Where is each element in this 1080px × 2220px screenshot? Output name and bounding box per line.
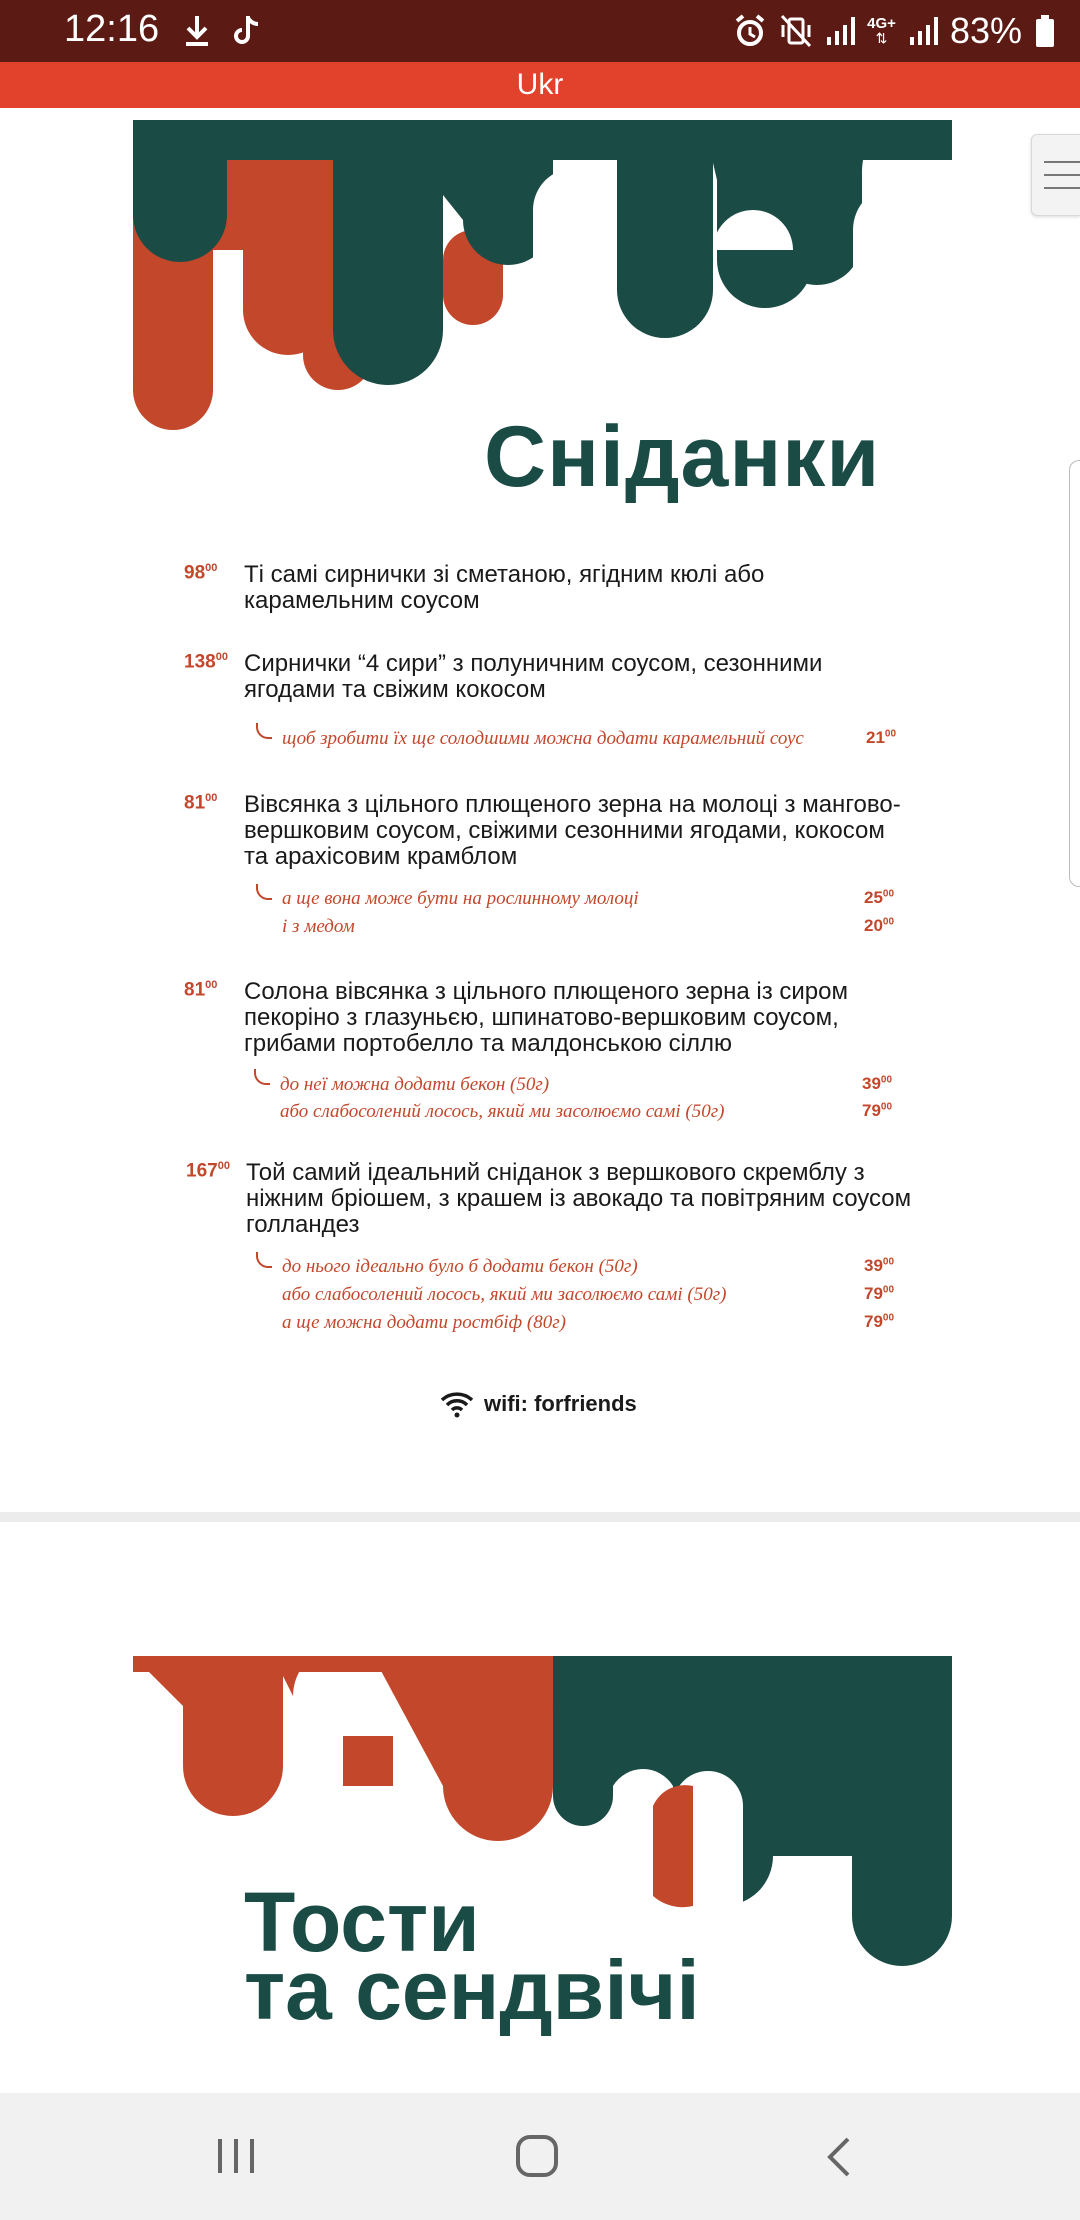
wifi-text: wifi: forfriends (484, 1391, 637, 1416)
addon-price-cents: 00 (882, 916, 895, 928)
addon-hook-icon (256, 884, 272, 900)
back-icon[interactable] (822, 2135, 858, 2179)
item-name: Вівсянка з цільного плющеного зерна на молоці з мангово-вершковим соусом, свіжими сезонними ягодами, кокосом та арахісовим крамблом (244, 791, 901, 870)
menu-line (1044, 187, 1080, 189)
addon-price (862, 1074, 892, 1094)
price-value: 138 (184, 651, 216, 673)
item-name: Ті самі сирнички зі сметаною, ягідним кюлі або карамельним соусом (244, 561, 765, 614)
side-panel-handle[interactable] (1069, 460, 1080, 887)
addon-price-value: 79 (862, 1101, 881, 1120)
status-bar (0, 0, 1080, 62)
price-value: 81 (184, 979, 206, 1001)
price-value: 81 (184, 792, 206, 814)
addon-text: або слабосолений лосось, який ми засолюємо самі (50г) (282, 1284, 727, 1305)
addon-price-value: 25 (864, 888, 883, 907)
language-selector[interactable] (0, 62, 1080, 108)
addon-hook-icon (254, 1069, 270, 1085)
alarm-icon (733, 13, 767, 49)
addon-text: або слабосолений лосось, який ми засолюємо самі (50г) (280, 1101, 725, 1122)
download-icon (180, 12, 214, 48)
drip-graphic-top (133, 120, 952, 432)
hamburger-menu-button[interactable] (1031, 134, 1080, 216)
addon-price-value: 21 (866, 728, 885, 747)
wifi-info (440, 1390, 637, 1418)
addon-price (864, 916, 894, 936)
addon-price-value: 79 (864, 1312, 883, 1331)
addon-price-cents: 00 (880, 1101, 893, 1113)
addon-price-cents: 00 (882, 1284, 895, 1296)
price-cents: 00 (215, 651, 228, 663)
price-cents: 00 (217, 1160, 230, 1172)
item-price (184, 562, 217, 584)
addon-price (866, 728, 896, 748)
addon-price-value: 79 (864, 1284, 883, 1303)
section-title-line: Тости (244, 1875, 480, 1969)
navigation-bar (0, 2093, 1080, 2220)
menu-line (1044, 161, 1080, 163)
price-value: 167 (186, 1160, 218, 1182)
addon-price-value: 39 (864, 1256, 883, 1275)
addon-price (862, 1101, 892, 1121)
addon-price-cents: 00 (882, 888, 895, 900)
addon-text: до неї можна додати бекон (50г) (280, 1074, 550, 1095)
battery-percentage: 83% (949, 10, 1022, 51)
item-price (184, 979, 217, 1001)
addon-text: щоб зробити їх ще солодшими можна додати карамельний соус (282, 728, 804, 749)
addon-price (864, 888, 894, 908)
item-price (184, 792, 217, 814)
status-right-icons (733, 10, 1056, 52)
addon-text: і з медом (282, 916, 355, 937)
price-cents: 00 (205, 792, 218, 804)
signal-icon (825, 13, 855, 49)
addon-text: а ще вона може бути на рослинному молоці (282, 888, 639, 909)
network-label: 4G+ (867, 15, 896, 32)
menu-line (1044, 174, 1080, 176)
item-name: Солона вівсянка з цільного плющеного зерна із сиром пекоріно з глазуньєю, шпинатово-вершковим соусом, грибами портобелло та малдонською сіллю (244, 978, 848, 1057)
item-price (186, 1160, 230, 1182)
price-cents: 00 (205, 979, 218, 991)
section-title-breakfast: Сніданки (484, 409, 881, 505)
status-left-icons (180, 12, 262, 48)
home-icon[interactable] (514, 2133, 560, 2179)
addon-text: а ще можна додати ростбіф (80г) (282, 1312, 566, 1333)
language-label[interactable]: Ukr (516, 68, 564, 101)
addon-price-cents: 00 (880, 1074, 893, 1086)
addon-hook-icon (256, 1252, 272, 1268)
tiktok-icon (232, 12, 262, 48)
addon-price-value: 39 (862, 1074, 881, 1093)
battery-icon (1034, 13, 1056, 49)
item-price (184, 651, 228, 673)
wifi-icon (440, 1390, 474, 1418)
addon-price-cents: 00 (882, 1256, 895, 1268)
signal-icon (908, 13, 938, 49)
addon-price (864, 1312, 894, 1332)
addon-price-cents: 00 (882, 1312, 895, 1324)
vibrate-icon (779, 13, 813, 49)
item-name: Сирнички “4 сири” з полуничним соусом, сезонними ягодами та свіжим кокосом (244, 650, 823, 703)
network-4g-icon: 4G+ ⇅ (867, 15, 896, 46)
section-title-line: та сендвічі (244, 1943, 700, 2037)
addon-price (864, 1284, 894, 1304)
item-name: Той самий ідеальний сніданок з вершкового скремблу з ніжним бріошем, з крашем із авокадо та повітряним соусом голландез (246, 1159, 912, 1238)
addon-text: до нього ідеально було б додати бекон (50г) (282, 1256, 638, 1277)
section-divider (0, 1512, 1080, 1522)
price-value: 98 (184, 562, 206, 584)
addon-price-cents: 00 (884, 728, 897, 740)
addon-price (864, 1256, 894, 1276)
price-cents: 00 (205, 562, 218, 574)
status-time: 12:16 (64, 8, 160, 50)
addon-hook-icon (256, 723, 272, 739)
addon-price-value: 20 (864, 916, 883, 935)
section-title-toasts (244, 1875, 700, 2037)
recent-apps-icon[interactable] (214, 2135, 258, 2177)
